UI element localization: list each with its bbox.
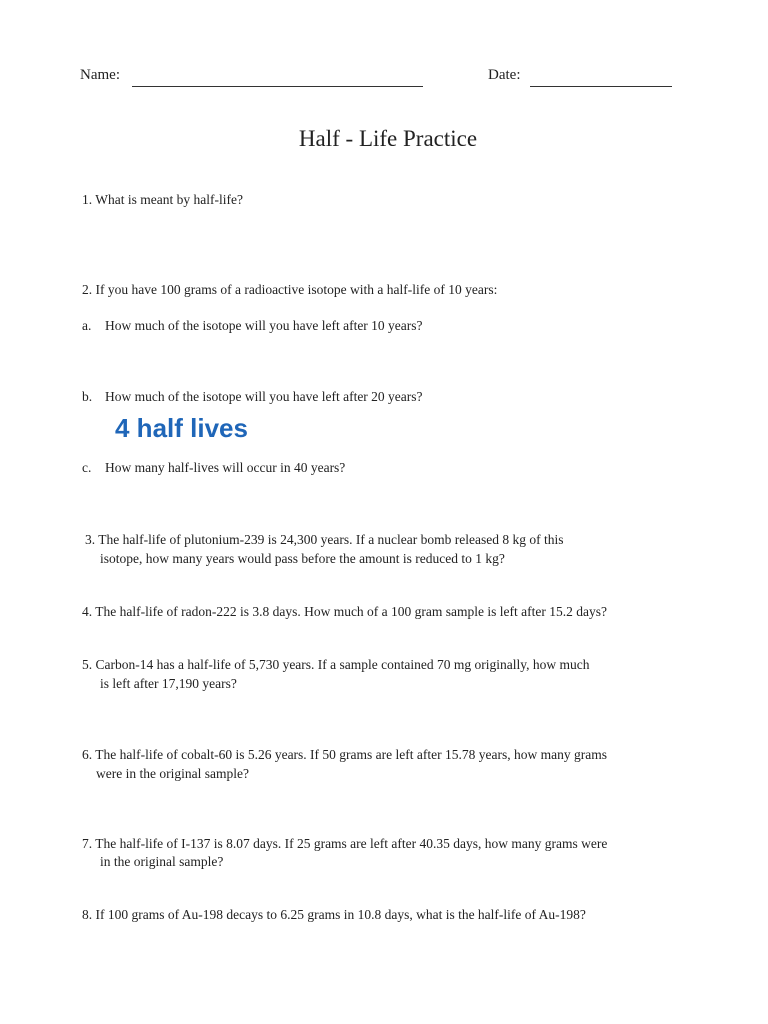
page-title: Half - Life Practice bbox=[298, 126, 478, 151]
handwritten-answer: 4 half lives bbox=[115, 413, 248, 443]
name-label: Name: bbox=[80, 67, 120, 83]
question-2: 2. If you have 100 grams of a radioactive isotope with a half-life of 10 years: bbox=[82, 282, 498, 297]
question-6-line-2: were in the original sample? bbox=[96, 766, 249, 781]
question-7-line-2: in the original sample? bbox=[100, 854, 224, 869]
question-3-line-2: isotope, how many years would pass before the amount is reduced to 1 kg? bbox=[100, 551, 505, 566]
question-4: 4. The half-life of radon-222 is 3.8 days. How much of a 100 gram sample is left after 15.2 days? bbox=[82, 604, 607, 619]
question-2a: How much of the isotope will you have left after 10 years? bbox=[105, 318, 423, 333]
question-2c-letter: c. bbox=[82, 460, 92, 475]
date-label: Date: bbox=[488, 67, 521, 83]
question-6-line-1: 6. The half-life of cobalt-60 is 5.26 years. If 50 grams are left after 15.78 years, how many grams bbox=[82, 747, 607, 762]
question-2a-letter: a. bbox=[82, 318, 92, 333]
question-7-line-1: 7. The half-life of I-137 is 8.07 days. If 25 grams are left after 40.35 days, how many grams were bbox=[82, 836, 608, 851]
question-3-line-1: 3. The half-life of plutonium-239 is 24,300 years. If a nuclear bomb released 8 kg of this bbox=[85, 532, 564, 547]
question-2c: How many half-lives will occur in 40 years? bbox=[105, 460, 346, 475]
question-2b-letter: b. bbox=[82, 389, 93, 404]
question-2b: How much of the isotope will you have left after 20 years? bbox=[105, 389, 423, 404]
question-1: 1. What is meant by half-life? bbox=[82, 192, 243, 207]
date-field[interactable] bbox=[530, 86, 672, 87]
name-field[interactable] bbox=[132, 86, 423, 87]
question-8: 8. If 100 grams of Au-198 decays to 6.25 grams in 10.8 days, what is the half-life of Au-198? bbox=[82, 907, 586, 922]
question-5-line-1: 5. Carbon-14 has a half-life of 5,730 years. If a sample contained 70 mg originally, how much bbox=[82, 657, 590, 672]
question-5-line-2: is left after 17,190 years? bbox=[100, 676, 237, 691]
